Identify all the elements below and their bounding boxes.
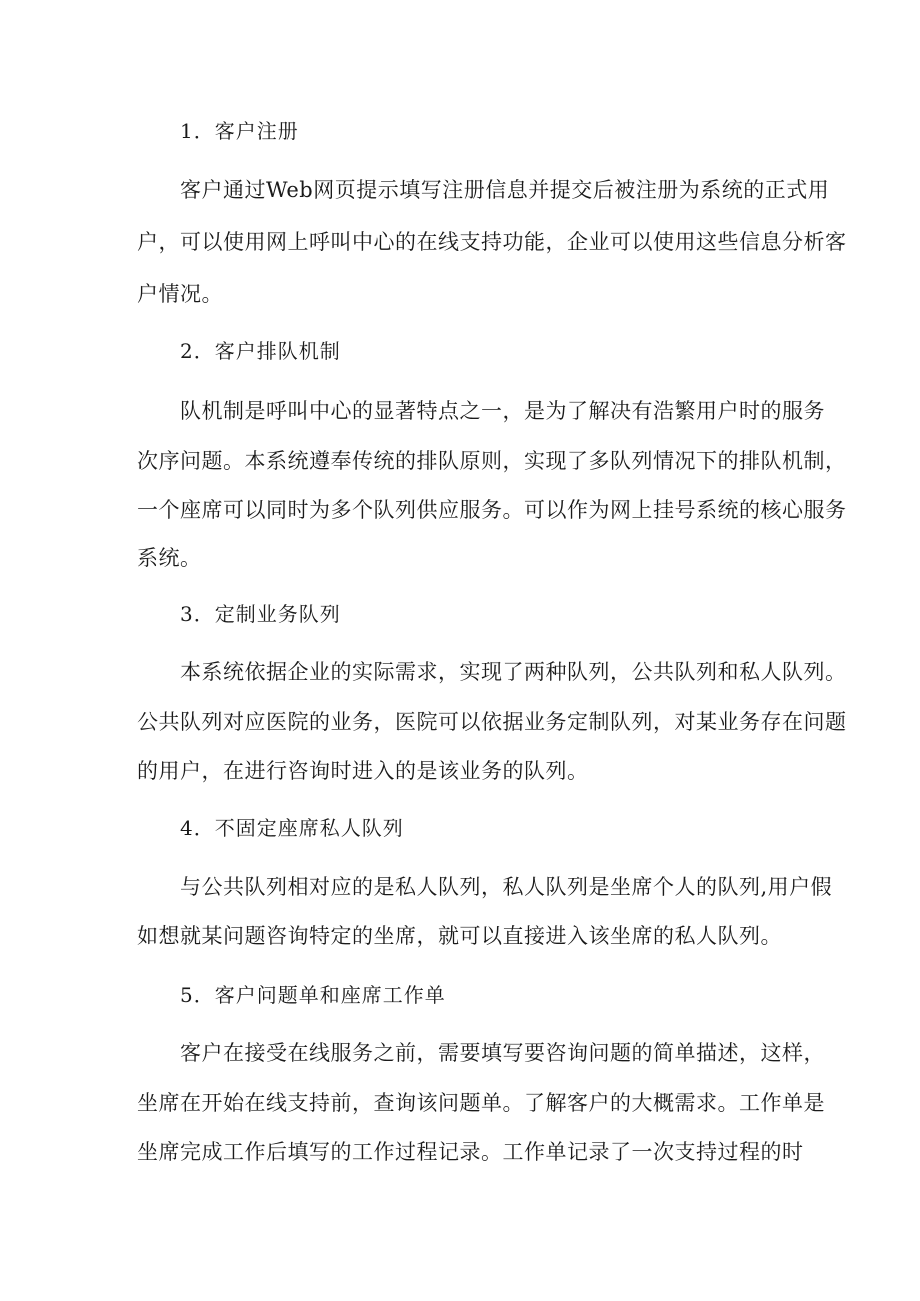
section-2-line-4: 系统。 [137,546,202,570]
section-4-line-1: 与公共队列相对应的是私人队列，私人队列是坐席个人的队列,用户假 [180,875,833,899]
section-1-heading: 1．客户注册 [180,119,299,143]
section-5-line-1: 客户在接受在线服务之前，需要填写要咨询问题的简单描述，这样， [180,1041,825,1065]
section-3-line-2: 公共队列对应医院的业务，医院可以依据业务定制队列，对某业务存在问题 [137,710,847,734]
section-2-heading: 2．客户排队机制 [180,339,341,363]
section-5-heading: 5．客户问题单和座席工作单 [180,983,446,1007]
section-5-line-2: 坐席在开始在线支持前，查询该问题单。了解客户的大概需求。工作单是 [137,1091,825,1115]
section-1-line-3: 户情况。 [137,282,223,306]
section-2-line-1: 队机制是呼叫中心的显著特点之一，是为了解决有浩繁用户时的服务 [180,399,825,423]
section-1-line-2: 户，可以使用网上呼叫中心的在线支持功能，企业可以使用这些信息分析客 [137,230,847,254]
section-3-heading: 3．定制业务队列 [180,602,341,626]
section-2-line-3: 一个座席可以同时为多个队列供应服务。可以作为网上挂号系统的核心服务 [137,498,847,522]
section-4-line-2: 如想就某问题咨询特定的坐席，就可以直接进入该坐席的私人队列。 [137,924,782,948]
section-2-line-2: 次序问题。本系统遵奉传统的排队原则，实现了多队列情况下的排队机制， [137,449,847,473]
section-3-line-1: 本系统依据企业的实际需求，实现了两种队列，公共队列和私人队列。 [180,660,847,684]
section-3-line-3: 的用户，在进行咨询时进入的是该业务的队列。 [137,759,589,783]
section-5-line-3: 坐席完成工作后填写的工作过程记录。工作单记录了一次支持过程的时 [137,1140,804,1164]
section-4-heading: 4．不固定座席私人队列 [180,816,404,840]
section-1-line-1: 客户通过Web网页提示填写注册信息并提交后被注册为系统的正式用 [180,178,830,202]
